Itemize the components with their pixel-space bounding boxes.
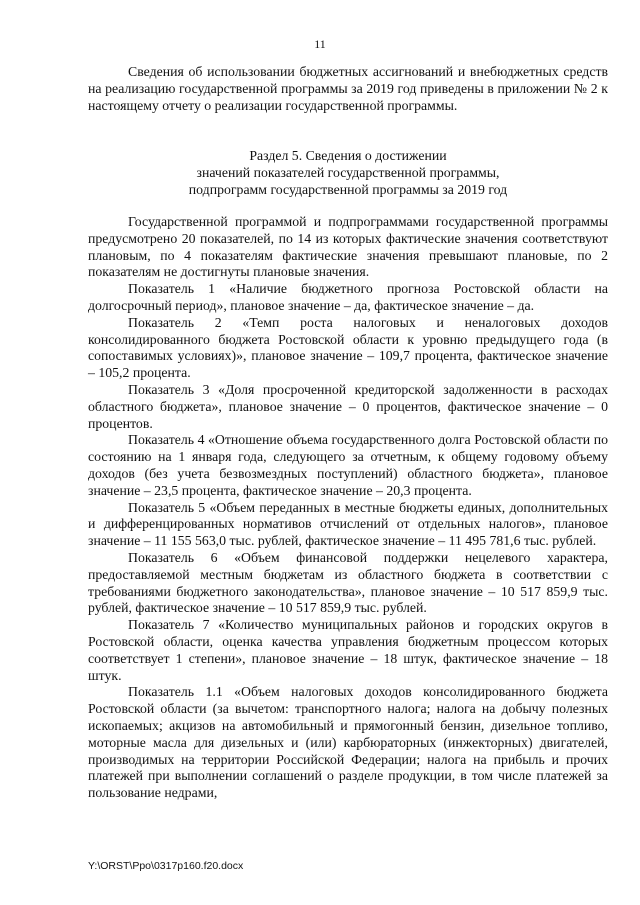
paragraph: Государственной программой и подпрограммами государственной программы предусмотрено 20 показателей, по 14 из которых фактические значения соответствуют плановым, по 4 показателям фактические значения превышают плановые, по 2 показателям не достигнуты плановые значения. <box>88 214 608 280</box>
section-heading-line: Раздел 5. Сведения о достижении <box>249 148 447 163</box>
section-heading-line: подпрограмм государственной программы за 2019 год <box>188 181 508 197</box>
paragraph: Показатель 1.1 «Объем налоговых доходов консолидированного бюджета Ростовской области (за вычетом: транспортного налога; налога на добычу полезных ископаемых; акцизов на автомобильный и прямогонный бензин, дизельное топливо, моторные масла для дизельных и (или) карбюраторных (инжекторных) двигателей, производимых на территории Российской Федерации; налога на прибыль и прочих платежей при выполнении соглашений о разделе продукции, в том числе платежей за пользование недрами, <box>88 684 608 801</box>
page-number: 11 <box>314 37 326 51</box>
paragraph: Показатель 7 «Количество муниципальных районов и городских округов в Ростовской области, оценка качества управления бюджетным процессом которых соответствует 1 степени», плановое значение – 18 штук, фактическое значение – 18 штук. <box>88 617 608 683</box>
paragraph: Показатель 2 «Темп роста налоговых и неналоговых доходов консолидированного бюджета Ростовской области к уровню предыдущего года (в сопоставимых условиях)», плановое значение – 109,7 процента, фактическое значение – 105,2 процента. <box>88 314 608 381</box>
paragraph: Показатель 3 «Доля просроченной кредиторской задолженности в расходах областного бюджета», плановое значение – 0 процентов, фактическое значение – 0 процентов. <box>88 381 608 431</box>
file-path-footer: Y:\ORST\Ppo\0317p160.f20.docx <box>88 860 244 872</box>
body-text <box>88 214 608 802</box>
paragraph: Показатель 4 «Отношение объема государственного долга Ростовской области по состоянию на 1 января года, следующего за отчетным, к общему годовому объему доходов (без учета безвозмездных поступлений) областного бюджета», плановое значение – 23,5 процента, фактическое значение – 20,3 процента. <box>88 432 608 498</box>
intro-text: Сведения об использовании бюджетных ассигнований и внебюджетных средств на реализацию государственной программы за 2019 год приведены в приложении № 2 к настоящему отчету о реализации государственной программы. <box>88 64 608 113</box>
section-heading <box>88 148 608 198</box>
paragraph: Показатель 5 «Объем переданных в местные бюджеты единых, дополнительных и дифференцированных нормативов отчислений от отдельных налогов», плановое значение – 11 155 563,0 тыс. рублей, фактическое значение – 11 495 781,6 тыс. рублей. <box>88 499 608 549</box>
intro-paragraph <box>88 64 608 114</box>
paragraph: Показатель 6 «Объем финансовой поддержки нецелевого характера, предоставляемой местным бюджетам из областного бюджета в соответствии с требованиями бюджетного законодательства», плановое значение – 10 517 859,9 тыс. рублей, фактическое значение – 10 517 859,9 тыс. рублей. <box>88 549 608 616</box>
section-heading-line: значений показателей государственной программы, <box>196 164 500 180</box>
paragraph: Показатель 1 «Наличие бюджетного прогноза Ростовской области на долгосрочный период», плановое значение – да, фактическое значение – да. <box>88 281 608 313</box>
